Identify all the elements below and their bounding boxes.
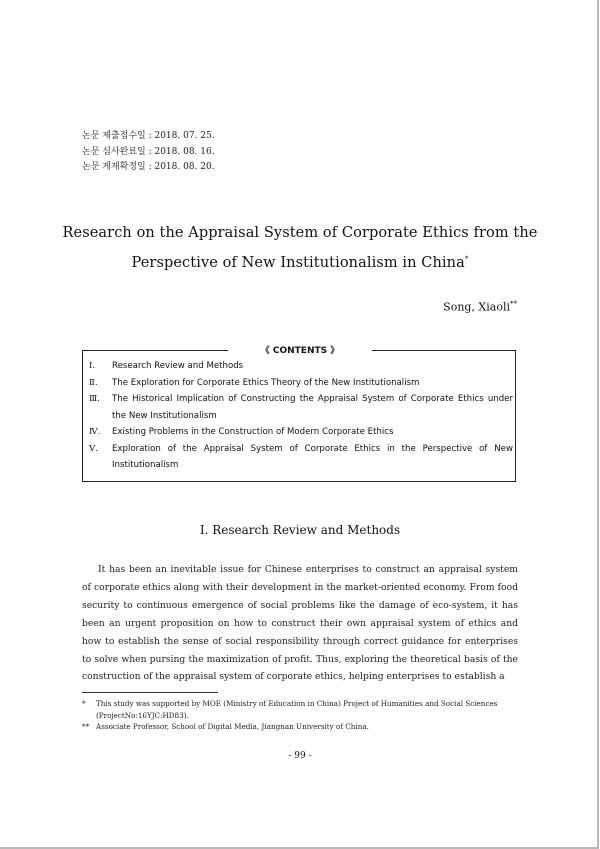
contents-item-number: Ⅴ. <box>89 443 98 454</box>
reviewed-date: 논문 심사완료일 : 2018. 08. 16. <box>82 146 215 157</box>
footnote <box>82 721 522 733</box>
footnote-marker: * <box>82 699 86 708</box>
section-heading: Ⅰ. Research Review and Methods <box>199 523 401 537</box>
contents-item-number: Ⅳ. <box>89 427 101 437</box>
contents-list <box>89 358 513 474</box>
body-paragraph-text: It has been an inevitable issue for Chinese enterprises to construct an appraisal system of corporate ethics along with their development in the market-oriented economy. From food security to continuous emergence of social problems like the damage of eco-system, it has been an urgent proposition on how to construct their own appraisal system of ethics and how to establish the sense of social responsibility through correct guidance for enterprises to solve when pursing the maximization of profit. Thus, exploring the theoretical basis of the construction of the appraisal system of corporate ethics, helping enterprises to establish a <box>82 564 518 683</box>
footnote-divider <box>82 692 218 693</box>
contents-item-number: Ⅲ. <box>89 394 101 404</box>
author-name: Song, Xiaoli <box>443 300 510 314</box>
body-paragraph <box>82 561 518 686</box>
submission-dates <box>82 129 215 176</box>
contents-item <box>89 358 513 375</box>
contents-item-text: Exploration of the Appraisal System of Corporate Ethics in the Perspective of New Institutionalism <box>112 443 513 470</box>
footnote <box>82 698 522 721</box>
footnote-marker: ** <box>82 722 90 731</box>
contents-item <box>89 441 513 474</box>
author-footnote-marker: ** <box>510 300 517 308</box>
title-line-2-text: Perspective of New Institutionalism in China <box>131 254 465 271</box>
title-line-2 <box>60 246 540 276</box>
author <box>443 300 517 314</box>
title-footnote-marker: * <box>464 255 469 263</box>
contents-heading: 《 CONTENTS 》 <box>228 343 372 356</box>
contents-box <box>82 346 516 482</box>
accepted-date: 논문 게재확정일 : 2018. 08. 20. <box>82 162 215 172</box>
contents-item-text: The Exploration for Corporate Ethics Theory of the New Institutionalism <box>112 377 420 388</box>
contents-item-text: The Historical Implication of Constructing the Appraisal System of Corporate Ethics under the New Institutionalism <box>112 394 513 421</box>
contents-item-number: Ⅰ. <box>89 361 96 371</box>
contents-item <box>89 391 513 424</box>
contents-item-number: Ⅱ. <box>89 377 98 388</box>
contents-item <box>89 375 513 392</box>
footnote-text: This study was supported by MOE (Ministry of Education in China) Project of Humanities and Social Sciences (ProjectNo:16YJC:HD83). <box>96 699 498 720</box>
title-line-1: Research on the Appraisal System of Corporate Ethics from the <box>62 225 538 241</box>
page-number: - 99 - <box>288 751 312 761</box>
contents-item-text: Existing Problems in the Construction of Modern Corporate Ethics <box>112 427 394 437</box>
contents-item <box>89 424 513 441</box>
footnotes <box>82 698 522 733</box>
footnote-text: Associate Professor, School of Digital Media, Jiangnan University of China. <box>96 722 369 731</box>
contents-item-text: Research Review and Methods <box>112 361 244 371</box>
received-date: 논문 제출접수일 : 2018. 07. 25. <box>82 131 215 141</box>
